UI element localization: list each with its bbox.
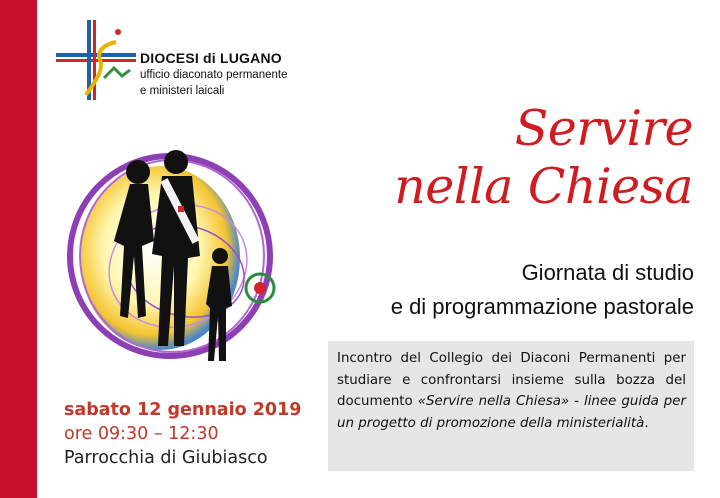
org-name: DIOCESI di LUGANO [140, 50, 282, 66]
main-title [394, 100, 693, 216]
description-text-end: . [644, 415, 649, 431]
diocese-logo-icon [56, 20, 136, 100]
event-time: ore 09:30 – 12:30 [64, 424, 219, 444]
description-box [328, 341, 694, 471]
event-place: Parrocchia di Giubiasco [64, 448, 268, 468]
title-line-2: nella Chiesa [394, 158, 693, 215]
subtitle-line-2: e di programmazione pastorale [390, 294, 694, 319]
description-text-1: Incontro del Collegio dei Diaconi Permanenti per studiare e confrontarsi insieme sulla bozza del documento [337, 351, 686, 410]
org-block [140, 50, 287, 98]
org-subtitle-1: ufficio diaconato permanente [140, 69, 288, 81]
left-red-band [0, 0, 37, 498]
org-subtitle-2: e ministeri laicali [140, 85, 225, 97]
event-info [64, 398, 301, 470]
event-date: sabato 12 gennaio 2019 [64, 400, 302, 420]
description-text-italic: «Servire nella Chiesa» - linee guida per un progetto di promozione della ministerialità [337, 394, 686, 431]
subtitle-line-1: Giornata di studio [521, 260, 694, 285]
family-illustration-icon [60, 146, 310, 376]
subtitle [391, 256, 694, 324]
title-line-1: Servire [514, 100, 693, 157]
